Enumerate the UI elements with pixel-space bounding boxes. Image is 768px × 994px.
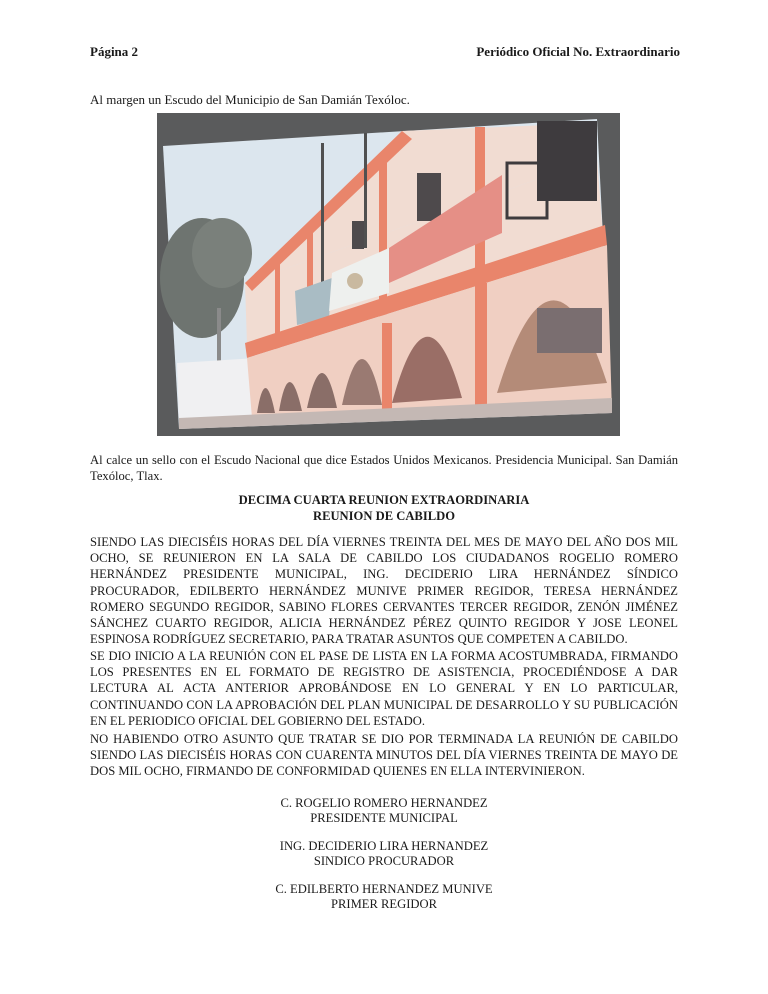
page-number: Página 2 xyxy=(90,44,139,59)
signatory-role: SINDICO PROCURADOR xyxy=(313,853,455,868)
signatory-name: C. ROGELIO ROMERO HERNANDEZ xyxy=(280,796,488,810)
signature-sindico xyxy=(90,839,678,868)
signatory-role: PRIMER REGIDOR xyxy=(330,896,437,911)
document-title xyxy=(90,492,678,524)
paragraph-proceedings: SE DIO INICIO A LA REUNIÓN CON EL PASE DE LISTA EN LA FORMA ACOSTUMBRADA, FIRMANDO LOS PRESENTES EN EL FORMATO DE REGISTRO DE ASISTENCIA, PROCEDIÉNDOSE A DAR LECTURA AL ACTA ANTERIOR APROBÁNDOSE EN LO GENERAL Y EN LO PARTICULAR, CONTINUANDO CON LA APROBACIÓN DEL PLAN MUNICIPAL DE DESARROLLO Y SU PUBLICACIÓN EN EL PERIODICO OFICIAL DEL GOBIERNO DEL ESTADO. xyxy=(90,649,678,728)
signatory-name: ING. DECIDERIO LIRA HERNANDEZ xyxy=(279,839,489,853)
signature-block xyxy=(90,796,678,925)
calce-note: Al calce un sello con el Escudo Nacional que dice Estados Unidos Mexicanos. Presidencia Municipal. San Damián Texóloc, Tlax. xyxy=(90,453,678,484)
paragraph-attendance: SIENDO LAS DIECISÉIS HORAS DEL DÍA VIERNES TREINTA DEL MES DE MAYO DEL AÑO DOS MIL OCHO, SE REUNIERON EN LA SALA DE CABILDO LOS CIUDADANOS ROGELIO ROMERO HERNÁNDEZ PRESIDENTE MUNICIPAL, ING. DECIDERIO LIRA HERNÁNDEZ SÍNDICO PROCURADOR, EDILBERTO HERNÁNDEZ MUNIVE PRIMER REGIDOR, TERESA HERNÁNDEZ ROMERO SEGUNDO REGIDOR, SABINO FLORES CERVANTES TERCER REGIDOR, ZENÓN JIMÉNEZ SÁNCHEZ CUARTO REGIDOR, ALICIA HERNÁNDEZ PÉREZ QUINTO REGIDOR Y JOSE LEONEL ESPINOSA RODRÍGUEZ SECRETARIO, PARA TRATAR ASUNTOS QUE COMPETEN A CABILDO. xyxy=(90,535,678,647)
signature-primer-regidor xyxy=(90,882,678,911)
building-illustration xyxy=(157,113,620,436)
signatory-role: PRESIDENTE MUNICIPAL xyxy=(310,810,458,825)
page-header xyxy=(90,44,680,60)
title-line-2: REUNION DE CABILDO xyxy=(312,509,456,523)
margin-note: Al margen un Escudo del Municipio de San Damián Texóloc. xyxy=(90,92,410,107)
publication-title: Periódico Oficial No. Extraordinario xyxy=(476,44,680,59)
paragraph-closing: NO HABIENDO OTRO ASUNTO QUE TRATAR SE DIO POR TERMINADA LA REUNIÓN DE CABILDO SIENDO LAS DIECISÉIS HORAS CON CUARENTA MINUTOS DEL DÍA VIERNES TREINTA DE MAYO DE DOS MIL OCHO, FIRMANDO DE CONFORMIDAD QUIENES EN ELLA INTERVINIERON. xyxy=(90,732,678,779)
title-line-1: DECIMA CUARTA REUNION EXTRAORDINARIA xyxy=(238,493,530,507)
signature-president xyxy=(90,796,678,825)
signatory-name: C. EDILBERTO HERNANDEZ MUNIVE xyxy=(275,882,493,896)
town-hall-photo xyxy=(157,113,620,436)
